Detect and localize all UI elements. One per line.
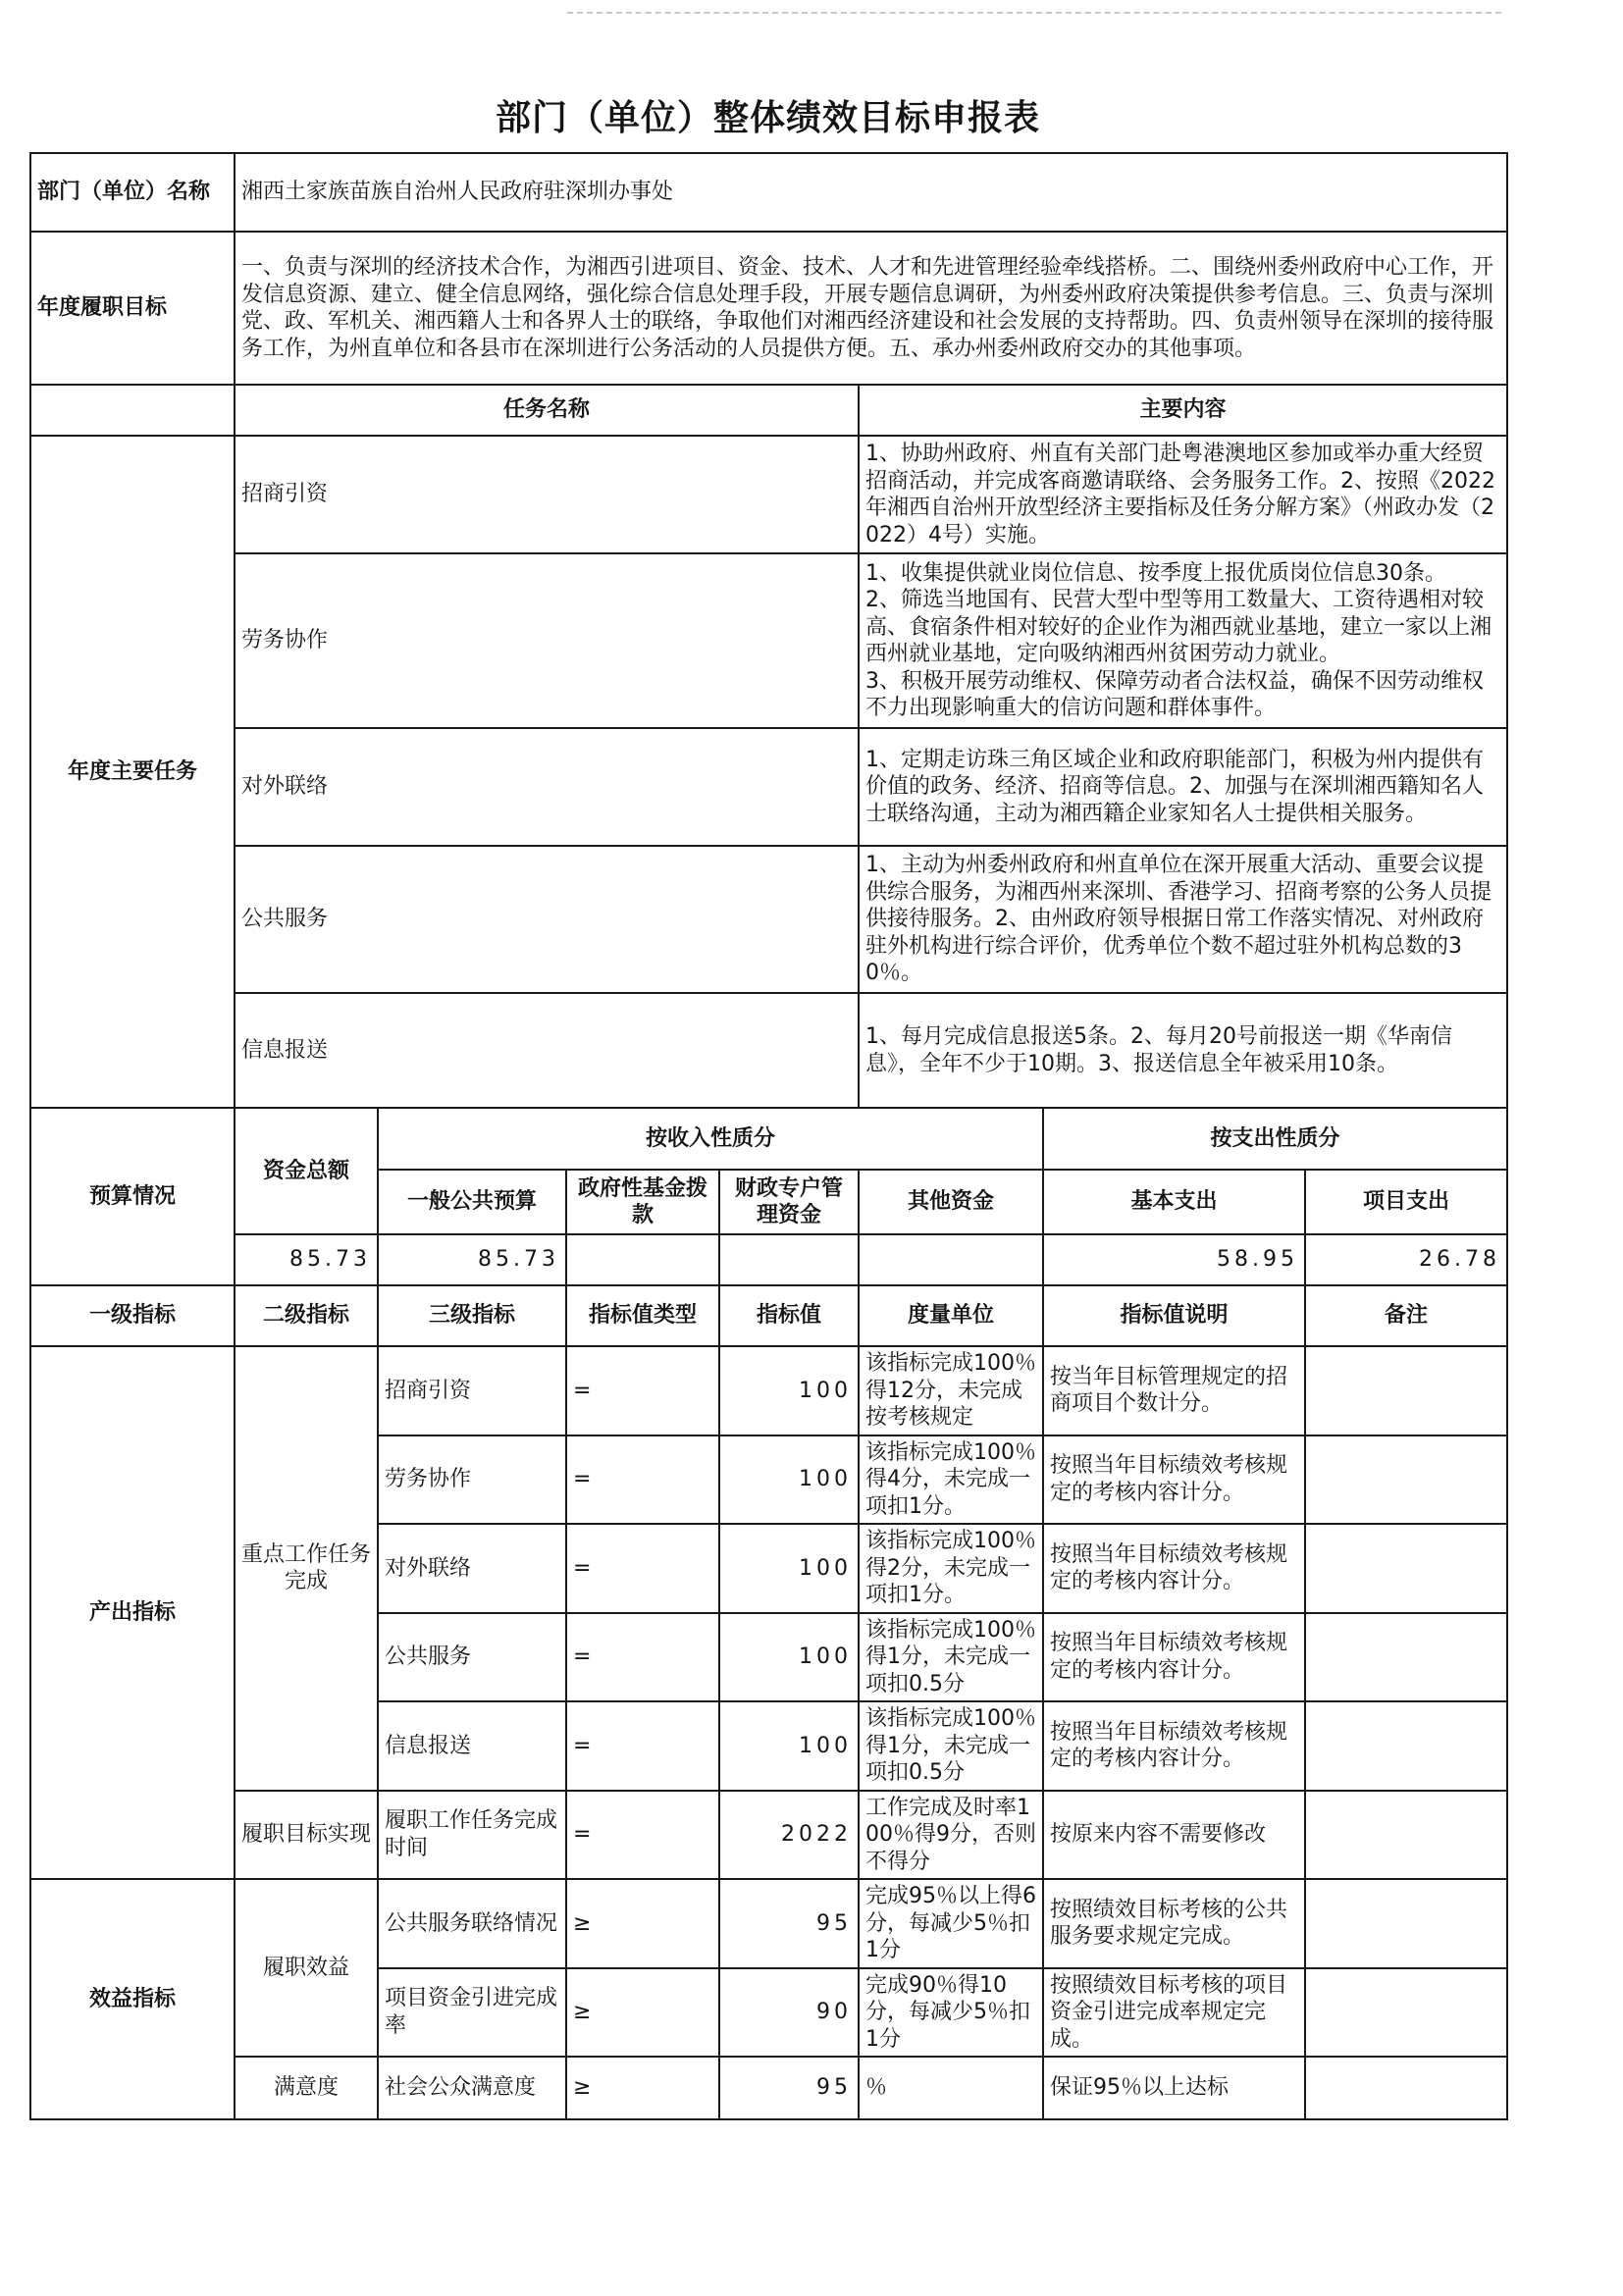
- indicator-value: 100: [719, 1701, 859, 1791]
- indicator-value: 95: [719, 2057, 859, 2119]
- indicator-desc: 按当年目标管理规定的招商项目个数计分。: [1043, 1346, 1305, 1435]
- task-name: 公共服务: [235, 846, 859, 993]
- budget-gov-fund-value: [566, 1234, 719, 1285]
- annual-goal-text: 一、负责与深圳的经济技术合作，为湘西引进项目、资金、技术、人才和先进管理经验牵线搭桥。二、围绕州委州政府中心工作，开发信息资源、建立、健全信息网络，强化综合信息处理手段，开展专题信息调研，为州委州政府决策提供参考信息。三、负责与深圳党、政、军机关、湘西籍人士和各界人士的联络，争取他们对湘西经济建设和社会发展的支持帮助。四、负责州领导在深圳的接待服务工作，为州直单位和各县市在深圳进行公务活动的人员提供方便。五、承办州委州政府交办的其他事项。: [235, 232, 1507, 385]
- budget-col-other: 其他资金: [859, 1170, 1043, 1234]
- indicator-remark: [1305, 1879, 1507, 1968]
- annual-tasks-label: 年度主要任务: [30, 436, 235, 1108]
- scan-edge-mark: [567, 12, 1501, 14]
- task-content: 1、协助州政府、州直有关部门赴粤港澳地区参加或举办重大经贸招商活动，并完成客商邀请联络、会务服务工作。2、按照《2022年湘西自治州开放型经济主要指标及任务分解方案》（州政办发（2022）4号）实施。: [859, 436, 1507, 553]
- budget-value-row: [30, 1234, 1507, 1285]
- budget-col-project: 项目支出: [1305, 1170, 1507, 1234]
- indicator-desc: 按照当年目标绩效考核规定的考核内容计分。: [1043, 1701, 1305, 1791]
- dept-name: 湘西土家族苗族自治州人民政府驻深圳办事处: [235, 153, 1507, 232]
- task-name: 信息报送: [235, 993, 859, 1108]
- table-row: [30, 553, 1507, 728]
- indicator-type: =: [566, 1791, 719, 1880]
- indicator-name: 社会公众满意度: [378, 2057, 566, 2119]
- table-row: [30, 436, 1507, 553]
- indicator-desc: 保证95％以上达标: [1043, 2057, 1305, 2119]
- indicator-unit: 工作完成及时率100％得9分，否则不得分: [859, 1791, 1043, 1880]
- header-value: 指标值: [719, 1285, 859, 1346]
- indicator-remark: [1305, 1524, 1507, 1613]
- header-remark: 备注: [1305, 1285, 1507, 1346]
- task-content: 1、收集提供就业岗位信息、按季度上报优质岗位信息30条。 2、筛选当地国有、民营大型中型等用工数量大、工资待遇相对较高、食宿条件相对较好的企业作为湘西就业基地，建立一家以上湘西州就业基地，定向吸纳湘西州贫困劳动力就业。 3、积极开展劳动维权、保障劳动者合法权益，确保不因劳动维权不力出现影响重大的信访问题和群体事件。: [859, 553, 1507, 728]
- indicator-desc: 按照当年目标绩效考核规定的考核内容计分。: [1043, 1435, 1305, 1525]
- indicator-unit: 该指标完成100％得1分，未完成一项扣0.5分: [859, 1613, 1043, 1702]
- dept-label: 部门（单位）名称: [30, 153, 235, 232]
- task-content-header: 主要内容: [859, 385, 1507, 436]
- indicator-value: 2022: [719, 1791, 859, 1880]
- satisfaction-label: 满意度: [235, 2057, 378, 2119]
- empty-cell: [30, 385, 235, 436]
- indicator-type: ≥: [566, 1879, 719, 1968]
- indicator-type: ≥: [566, 2057, 719, 2119]
- budget-other-value: [859, 1234, 1043, 1285]
- indicator-value: 95: [719, 1879, 859, 1968]
- indicator-name: 信息报送: [378, 1701, 566, 1791]
- budget-col-general: 一般公共预算: [378, 1170, 566, 1234]
- indicator-name: 项目资金引进完成率: [378, 1968, 566, 2058]
- task-name: 对外联络: [235, 728, 859, 846]
- indicator-remark: [1305, 1791, 1507, 1880]
- indicator-unit: 完成90％得10分，每减少5％扣1分: [859, 1968, 1043, 2058]
- header-level1: 一级指标: [30, 1285, 235, 1346]
- indicator-value: 100: [719, 1613, 859, 1702]
- indicator-name: 劳务协作: [378, 1435, 566, 1525]
- budget-special-account-value: [719, 1234, 859, 1285]
- annual-goal-row: [30, 232, 1507, 385]
- key-tasks-label: 重点工作任务完成: [235, 1346, 378, 1791]
- task-content: 1、定期走访珠三角区域企业和政府职能部门，积极为州内提供有价值的政务、经济、招商等信息。2、加强与在深圳湘西籍知名人士联络沟通，主动为湘西籍企业家知名人士提供相关服务。: [859, 728, 1507, 846]
- indicator-remark: [1305, 2057, 1507, 2119]
- budget-basic-value: 58.95: [1043, 1234, 1305, 1285]
- indicator-desc: 按原来内容不需要修改: [1043, 1791, 1305, 1880]
- indicator-value: 100: [719, 1346, 859, 1435]
- table-row: [30, 846, 1507, 993]
- header-level3: 三级指标: [378, 1285, 566, 1346]
- budget-group-row: [30, 1108, 1507, 1170]
- indicator-remark: [1305, 1346, 1507, 1435]
- indicator-type: =: [566, 1613, 719, 1702]
- indicator-unit: 该指标完成100％得2分，未完成一项扣1分。: [859, 1524, 1043, 1613]
- budget-total-value: 85.73: [235, 1234, 378, 1285]
- indicator-desc: 按照绩效目标考核的项目资金引进完成率规定完成。: [1043, 1968, 1305, 2058]
- task-header-row: [30, 385, 1507, 436]
- indicator-type: =: [566, 1524, 719, 1613]
- header-unit: 度量单位: [859, 1285, 1043, 1346]
- indicator-remark: [1305, 1613, 1507, 1702]
- duty-effect-label: 履职效益: [235, 1879, 378, 2057]
- indicator-value: 100: [719, 1435, 859, 1525]
- task-name-header: 任务名称: [235, 385, 859, 436]
- indicator-name: 履职工作任务完成时间: [378, 1791, 566, 1880]
- budget-label: 预算情况: [30, 1108, 235, 1285]
- task-name: 劳务协作: [235, 553, 859, 728]
- performance-target-form: [29, 152, 1508, 2120]
- header-desc: 指标值说明: [1043, 1285, 1305, 1346]
- by-expense-label: 按支出性质分: [1043, 1108, 1507, 1170]
- indicator-unit: 完成95％以上得6分，每减少5％扣1分: [859, 1879, 1043, 1968]
- table-row: [30, 728, 1507, 846]
- indicator-value: 90: [719, 1968, 859, 2058]
- page-title: 部门（单位）整体绩效目标申报表: [495, 98, 1040, 138]
- indicator-unit: 该指标完成100％得4分，未完成一项扣1分。: [859, 1435, 1043, 1525]
- budget-general-value: 85.73: [378, 1234, 566, 1285]
- indicator-header-row: [30, 1285, 1507, 1346]
- budget-total-label: 资金总额: [235, 1108, 378, 1234]
- output-indicator-label: 产出指标: [30, 1346, 235, 1879]
- indicator-desc: 按照当年目标绩效考核规定的考核内容计分。: [1043, 1613, 1305, 1702]
- task-content: 1、每月完成信息报送5条。2、每月20号前报送一期《华南信息》，全年不少于10期。3、报送信息全年被采用10条。: [859, 993, 1507, 1108]
- indicator-remark: [1305, 1701, 1507, 1791]
- indicator-type: =: [566, 1346, 719, 1435]
- indicator-type: =: [566, 1701, 719, 1791]
- task-name: 招商引资: [235, 436, 859, 553]
- table-row: [30, 1346, 1507, 1435]
- budget-col-special-account: 财政专户管理资金: [719, 1170, 859, 1234]
- budget-col-basic: 基本支出: [1043, 1170, 1305, 1234]
- duty-goal-label: 履职目标实现: [235, 1791, 378, 1880]
- indicator-desc: 按照当年目标绩效考核规定的考核内容计分。: [1043, 1524, 1305, 1613]
- table-row: [30, 993, 1507, 1108]
- table-row: [30, 2057, 1507, 2119]
- indicator-desc: 按照绩效目标考核的公共服务要求规定完成。: [1043, 1879, 1305, 1968]
- indicator-name: 公共服务联络情况: [378, 1879, 566, 1968]
- dept-row: [30, 153, 1507, 232]
- task-content: 1、主动为州委州政府和州直单位在深开展重大活动、重要会议提供综合服务，为湘西州来深圳、香港学习、招商考察的公务人员提供接待服务。2、由州政府领导根据日常工作落实情况、对州政府驻外机构进行综合评价，优秀单位个数不超过驻外机构总数的30％。: [859, 846, 1507, 993]
- by-income-label: 按收入性质分: [378, 1108, 1043, 1170]
- indicator-type: =: [566, 1435, 719, 1525]
- indicator-name: 公共服务: [378, 1613, 566, 1702]
- table-row: [30, 1879, 1507, 1968]
- indicator-name: 对外联络: [378, 1524, 566, 1613]
- header-type: 指标值类型: [566, 1285, 719, 1346]
- indicator-unit: 该指标完成100％得1分，未完成一项扣0.5分: [859, 1701, 1043, 1791]
- table-row: [30, 1791, 1507, 1880]
- indicator-remark: [1305, 1968, 1507, 2058]
- indicator-value: 100: [719, 1524, 859, 1613]
- budget-col-gov-fund: 政府性基金拨款: [566, 1170, 719, 1234]
- indicator-unit: 该指标完成100％得12分，未完成按考核规定: [859, 1346, 1043, 1435]
- annual-goal-label: 年度履职目标: [30, 232, 235, 385]
- indicator-type: ≥: [566, 1968, 719, 2058]
- budget-project-value: 26.78: [1305, 1234, 1507, 1285]
- benefit-indicator-label: 效益指标: [30, 1879, 235, 2119]
- indicator-remark: [1305, 1435, 1507, 1525]
- indicator-name: 招商引资: [378, 1346, 566, 1435]
- header-level2: 二级指标: [235, 1285, 378, 1346]
- indicator-unit: ％: [859, 2057, 1043, 2119]
